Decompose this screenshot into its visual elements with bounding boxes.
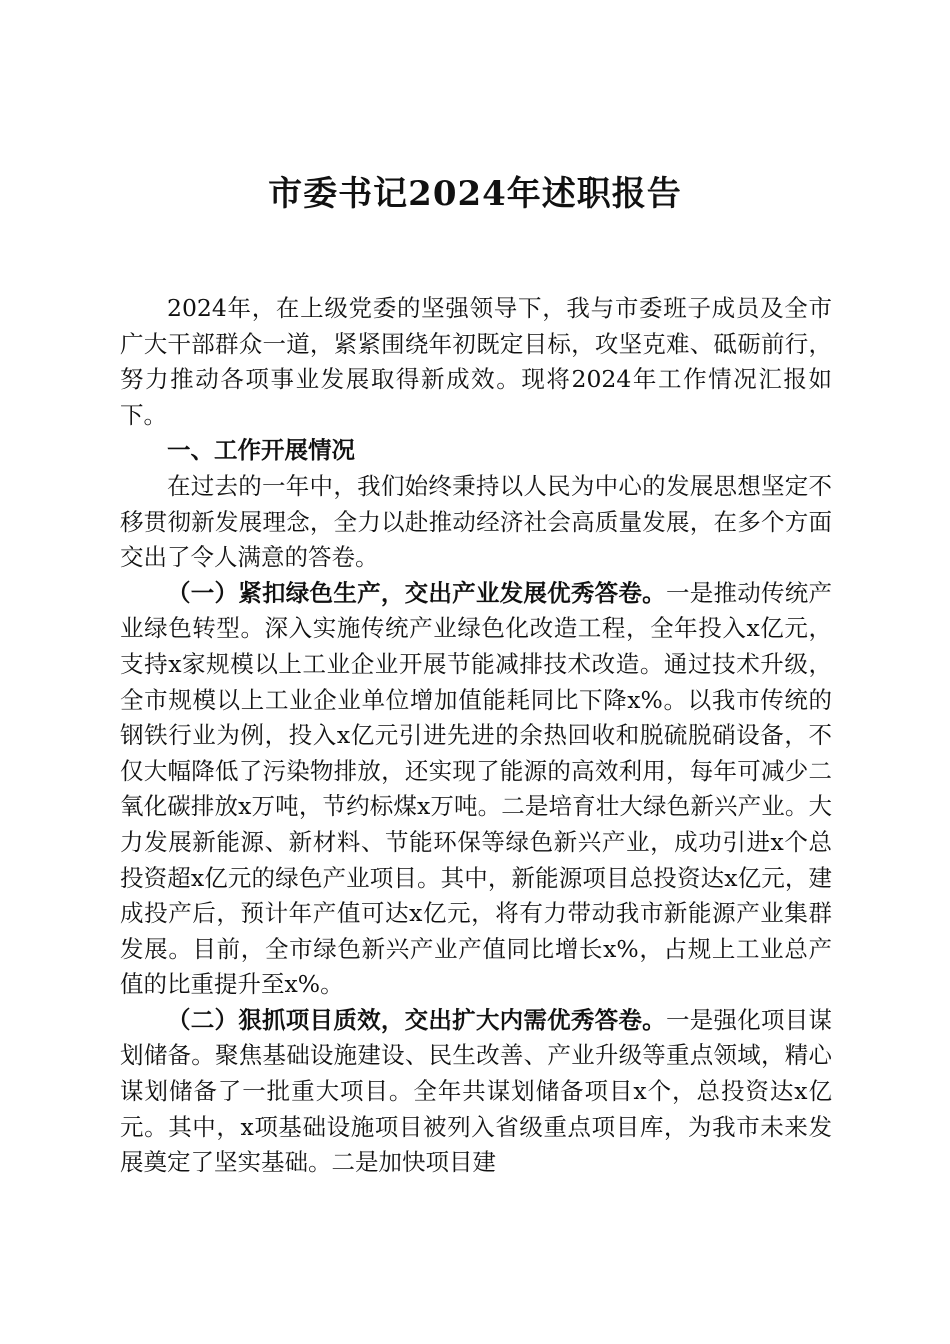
document-body [120, 291, 832, 1181]
part-one-body: 一是推动传统产业绿色转型。深入实施传统产业绿色化改造工程，全年投入x亿元，支持x家规模以上工业企业开展节能减排技术改造。通过技术升级，全市规模以上工业企业单位增加值能耗同比下降x%。以我市传统的钢铁行业为例，投入x亿元引进先进的余热回收和脱硫脱硝设备，不仅大幅降低了污染物排放，还实现了能源的高效利用，每年可减少二氧化碳排放x万吨，节约标煤x万吨。二是培育壮大绿色新兴产业。大力发展新能源、新材料、节能环保等绿色新兴产业，成功引进x个总投资超x亿元的绿色产业项目。其中，新能源项目总投资达x亿元，建成投产后，预计年产值可达x亿元，将有力带动我市新能源产业集群发展。目前，全市绿色新兴产业产值同比增长x%，占规上工业总产值的比重提升至x%。 [120, 578, 833, 999]
document-title: 市委书记2024年述职报告 [268, 174, 682, 214]
part-two-body: 一是强化项目谋划储备。聚焦基础设施建设、民生改善、产业升级等重点领域，精心谋划储备了一批重大项目。全年共谋划储备项目x个，总投资达x亿元。其中，x项基础设施项目被列入省级重点项目库，为我市未来发展奠定了坚实基础。二是加快项目建 [120, 1005, 833, 1177]
section-intro-paragraph: 在过去的一年中，我们始终秉持以人民为中心的发展思想坚定不移贯彻新发展理念，全力以赴推动经济社会高质量发展，在多个方面交出了令人满意的答卷。 [120, 471, 832, 572]
part-one-title: （一）紧扣绿色生产，交出产业发展优秀答卷。 [167, 578, 666, 607]
part-two-title: （二）狠抓项目质效，交出扩大内需优秀答卷。 [167, 1005, 666, 1034]
part-two-paragraph [120, 1003, 832, 1181]
section-heading: 一、工作开展情况 [167, 436, 355, 465]
part-one-paragraph [120, 576, 832, 1003]
intro-paragraph: 2024年，在上级党委的坚强领导下，我与市委班子成员及全市广大干部群众一道，紧紧围绕年初既定目标，攻坚克难、砥砺前行，努力推动各项事业发展取得新成效。现将2024年工作情况汇报如下。 [120, 294, 832, 429]
